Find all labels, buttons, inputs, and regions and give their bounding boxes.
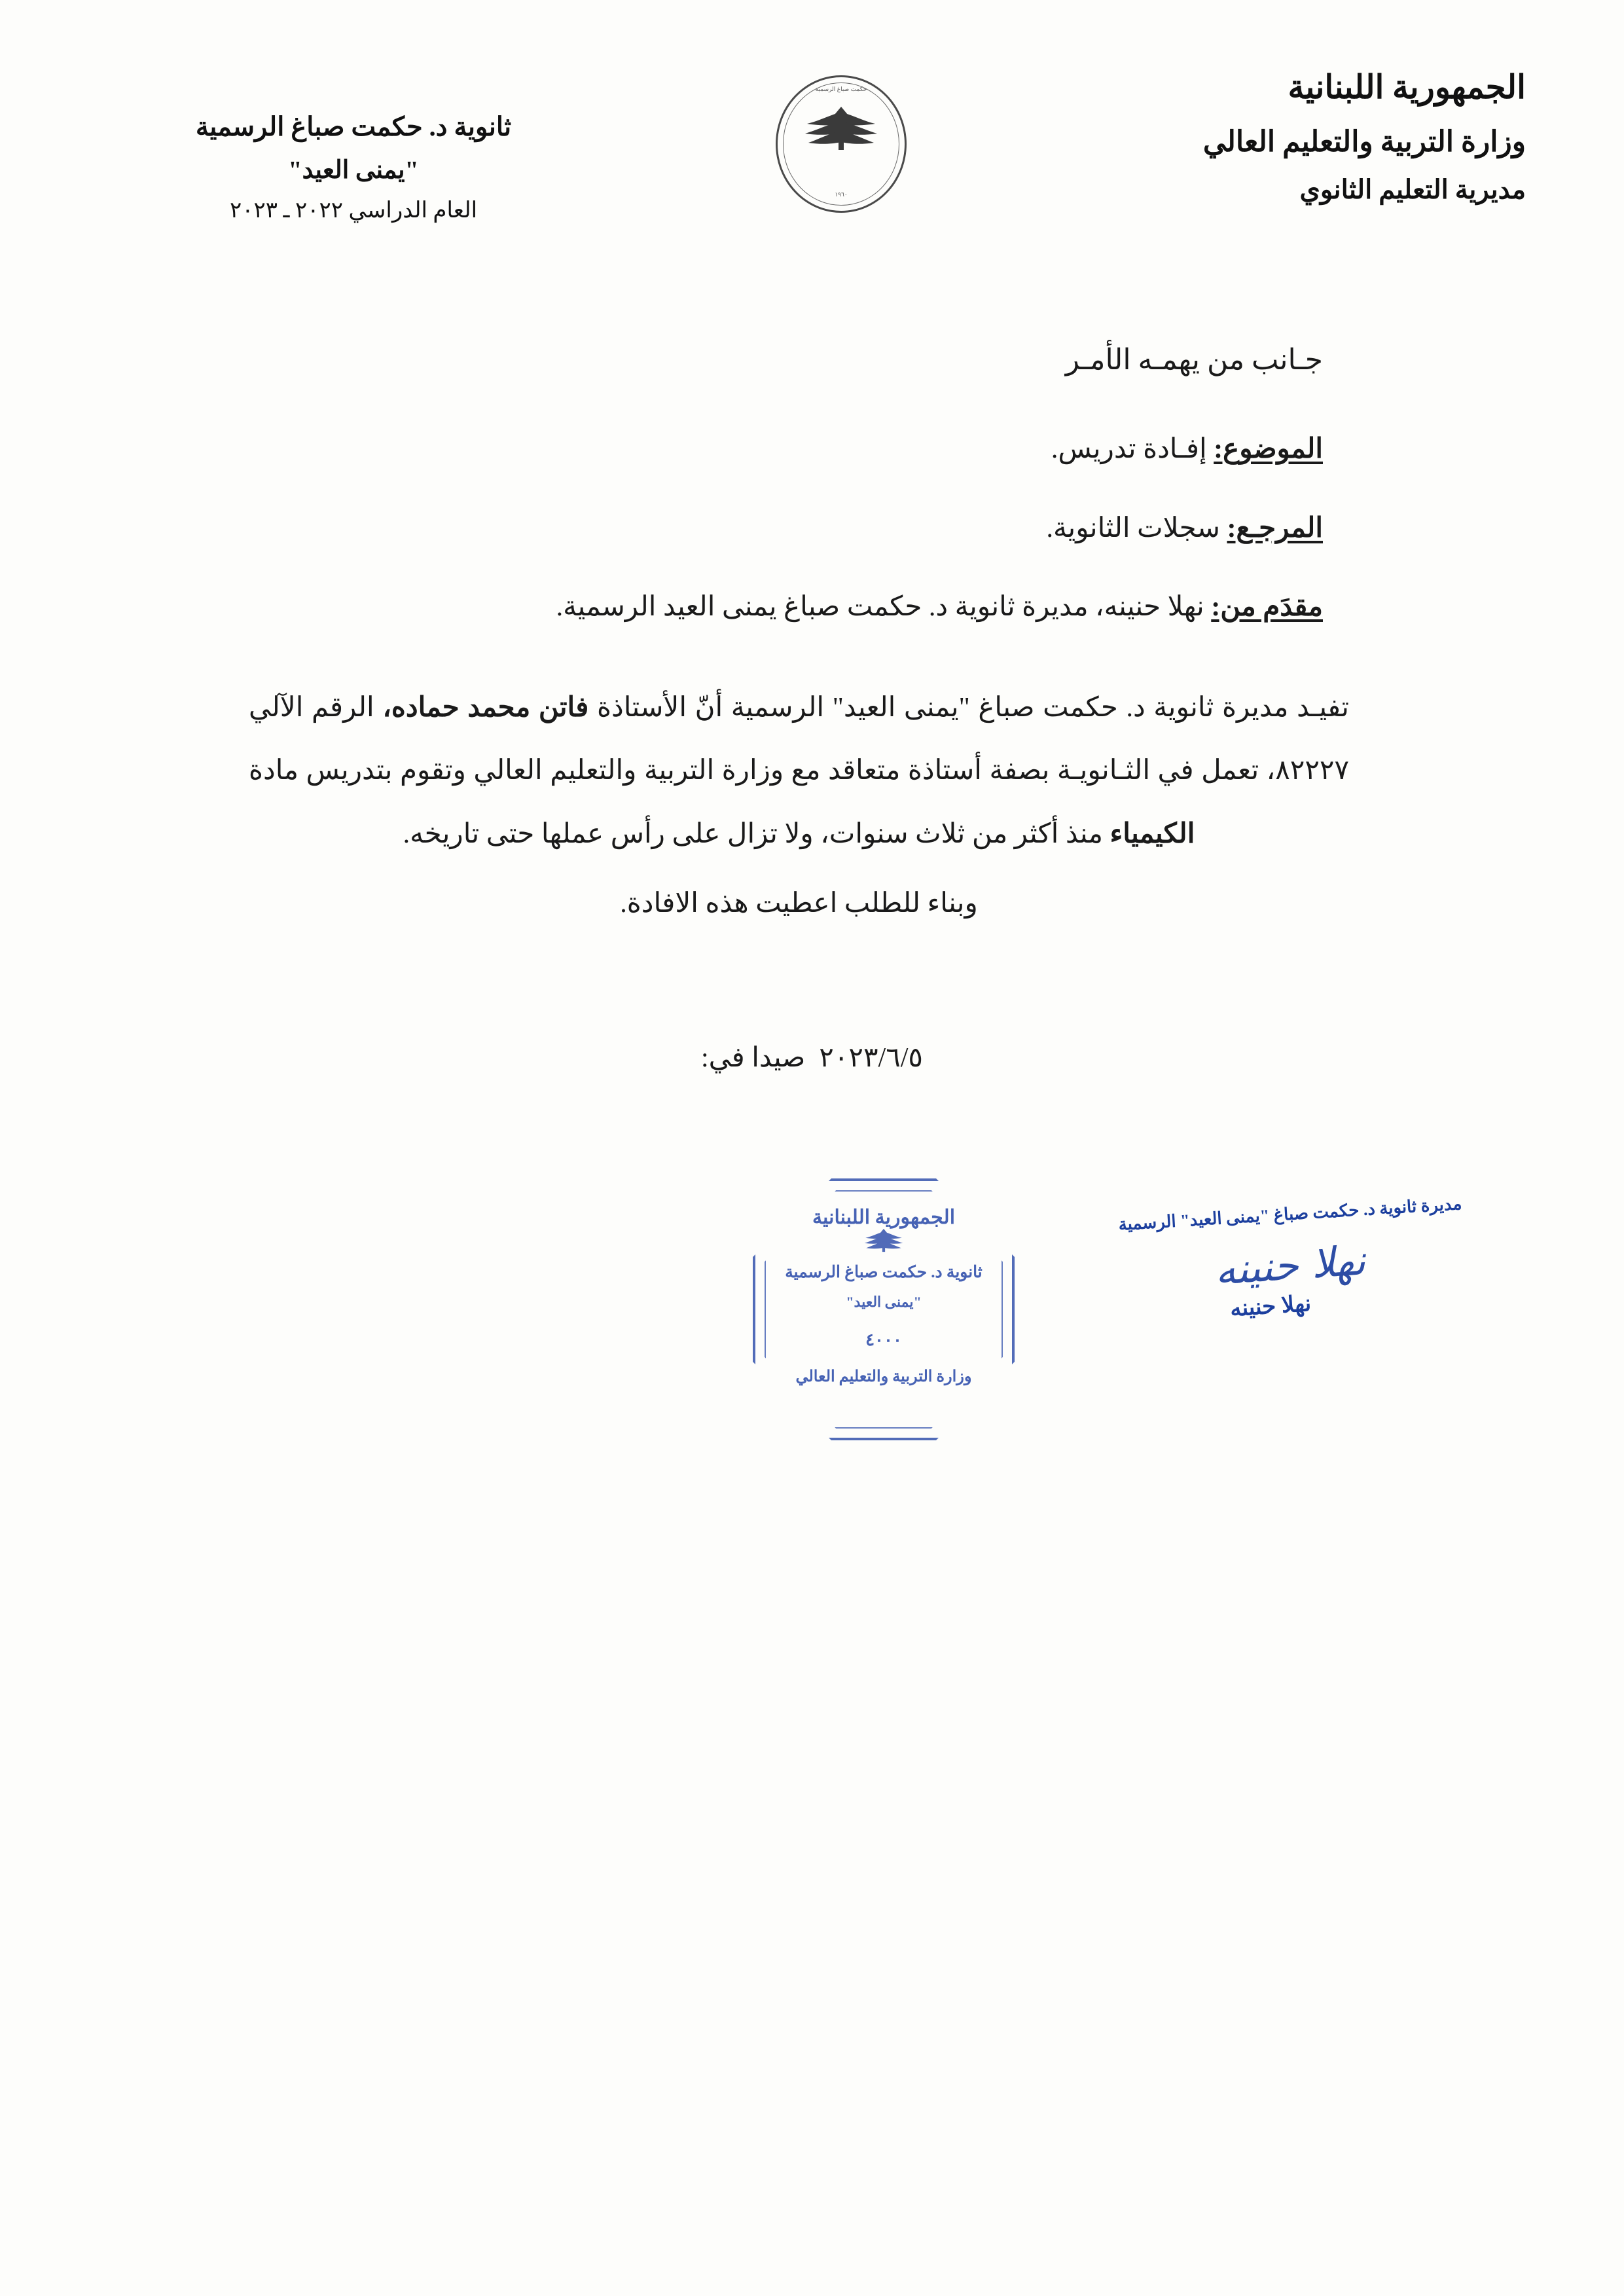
subject-value: إفـادة تدريس. [1051, 434, 1207, 464]
submitted-by-value: نهلا حنينه، مديرة ثانوية د. حكمت صباغ يمنى العيد الرسمية. [556, 592, 1204, 622]
directorate-title: مديرية التعليم الثانوي [1299, 174, 1526, 204]
emblem-bottom-text: ١٩٦٠ [835, 191, 848, 198]
date-value: ٢٠٢٣/٦/٥ [819, 1043, 923, 1073]
stamp-line-number: ٤٠٠٠ [865, 1330, 902, 1349]
school-heading [151, 105, 556, 229]
subject-label: الموضوع: [1214, 434, 1323, 464]
date-line [0, 1041, 1624, 1074]
submitted-by-row [249, 576, 1349, 638]
signatory-title: مديرة ثانوية د. حكمت صباغ "يمنى العيد" الرسمية [1117, 1194, 1463, 1235]
school-nickname: "يمنى العيد" [288, 156, 419, 184]
document-header [0, 39, 1624, 301]
school-name: ثانوية د. حكمت صباغ الرسمية [195, 112, 512, 141]
paragraph-part-2: الرقم الآلي ٨٢٢٢٧، تعمل في الثـانويـة بصفة أستاذة متعاقد مع وزارة التربية والتعليم العالي وتقوم بتدريس مادة [249, 692, 1349, 786]
cedar-tree-icon [802, 104, 880, 151]
stamp-line-nickname: "يمنى العيد" [846, 1294, 922, 1310]
reference-row [249, 498, 1349, 560]
emblem-top-text: حكمت صباغ الرسمية [815, 86, 867, 92]
handwritten-signature: نهلا حنينه [1213, 1236, 1367, 1294]
official-stamp [753, 1178, 1015, 1440]
teacher-name: فاتن محمد حماده، [382, 692, 589, 723]
ministry-title: وزارة التربية والتعليم العالي [1202, 125, 1526, 158]
stamp-line-republic: الجمهورية اللبنانية [812, 1207, 956, 1228]
stamp-cedar-icon [863, 1224, 905, 1256]
reference-value: سجلات الثانوية. [1046, 513, 1220, 543]
academic-year: العام الدراسي ٢٠٢٢ ـ ٢٠٢٣ [229, 198, 478, 223]
paragraph-part-1: تفيـد مديرة ثانوية د. حكمت صباغ "يمنى العيد" الرسمية أنّ الأستاذة [588, 692, 1349, 723]
republic-title: الجمهورية اللبنانية [1288, 69, 1526, 105]
reference-label: المرجـع: [1227, 513, 1323, 543]
stamp-line-school: ثانوية د. حكمت صباغ الرسمية [785, 1264, 983, 1281]
closing-paragraph: وبناء للطلب اعطيت هذه الافادة. [620, 888, 978, 919]
ministry-heading [1203, 59, 1526, 213]
letter-body [0, 327, 1624, 936]
stamp-line-ministry: وزارة التربية والتعليم العالي [795, 1368, 972, 1385]
paragraph-part-3: منذ أكثر من ثلاث سنوات، ولا تزال على رأس عملها حتى تاريخه. [403, 818, 1110, 849]
addressee-line: جـانب من يهمـه الأمـر [1065, 344, 1323, 376]
submitted-by-label: مقدَم من: [1211, 592, 1323, 622]
signatory-name: نهلا حنينه [1229, 1291, 1312, 1322]
subject-taught: الكيمياء [1110, 818, 1195, 849]
signature-block [1107, 1194, 1473, 1322]
subject-row [249, 418, 1349, 481]
main-paragraph [249, 676, 1349, 866]
lebanese-republic-emblem-icon [776, 75, 907, 213]
date-label: صيدا في: [700, 1043, 806, 1073]
